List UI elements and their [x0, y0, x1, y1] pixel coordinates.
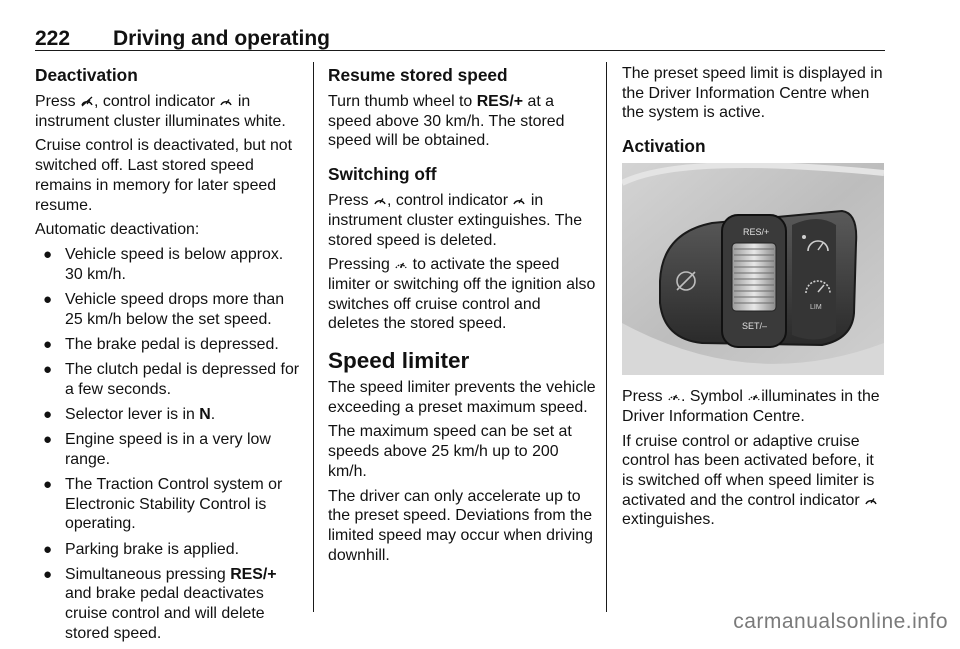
- watermark: carmanualsonline.info: [733, 610, 948, 633]
- paragraph: The preset speed limit is displayed in the Driver Information Centre when the system is active.: [622, 65, 883, 122]
- paragraph: The speed limiter prevents the vehicle exceeding a preset maximum speed.: [328, 379, 596, 416]
- bullet: ●: [43, 245, 53, 263]
- speed-limiter-heading: Speed limiter: [328, 348, 470, 374]
- cruise-control-icon: [864, 494, 878, 506]
- paragraph: The driver can only accelerate up to the preset speed. Deviations from the limited speed may occur when driving downhill.: [328, 487, 593, 564]
- switching-off-heading: Switching off: [328, 164, 437, 185]
- page-header: [35, 22, 885, 51]
- bullet: ●: [43, 565, 53, 583]
- bullet: ●: [43, 360, 53, 378]
- cruise-control-icon: [219, 95, 233, 107]
- cruise-control-icon: [512, 194, 526, 206]
- column-divider: [313, 62, 314, 612]
- steering-wheel-controls-photo: [622, 163, 884, 375]
- cruise-control-icon: [373, 194, 387, 206]
- speed-limiter-icon: [667, 390, 681, 402]
- list-item: ● The brake pedal is depressed.: [43, 335, 279, 353]
- list-item: ● Parking brake is applied.: [43, 540, 240, 558]
- paragraph: Cruise control is deactivated, but not switched off. Last stored speed remains in memory for later speed resume.: [35, 137, 293, 214]
- paragraph: If cruise control or adaptive cruise control has been activated before, it is switched off when speed limiter is activated and the control indicator extinguishes.: [622, 432, 888, 531]
- paragraph: Automatic deactivation:: [35, 221, 200, 239]
- set-label: SET/–: [742, 321, 768, 332]
- list-item: ● Engine speed is in a very low range.: [43, 431, 271, 468]
- column-divider: [606, 62, 607, 612]
- lim-label: LIM: [810, 304, 822, 312]
- list-item: ● Vehicle speed is below approx. 30 km/h.: [43, 245, 284, 283]
- activation-heading: Activation: [622, 136, 706, 157]
- speed-limiter-icon: [394, 258, 408, 270]
- chapter-title: Driving and operating: [113, 27, 331, 50]
- resume-heading: Resume stored speed: [328, 65, 508, 85]
- paragraph: Turn thumb wheel to RES/+ at a speed above 30 km/h. The stored speed will be obtained.: [328, 93, 565, 150]
- bullet: ●: [43, 475, 53, 493]
- list-item: ● Simultaneous pressing RES/+ and brake pedal deactivates cruise control and will delete stored speed.: [43, 565, 277, 642]
- paragraph: Press . Symbol illuminates in the Driver Information Centre.: [622, 388, 880, 425]
- paragraph: Press , control indicator in instrument cluster illuminates white.: [35, 93, 286, 130]
- list-item: ● The clutch pedal is depressed for a few seconds.: [43, 360, 300, 398]
- speed-limiter-icon: [747, 390, 761, 402]
- deactivation-list: [35, 245, 303, 644]
- list-item: ● Vehicle speed drops more than 25 km/h below the set speed.: [43, 290, 285, 328]
- column-2: [328, 64, 596, 570]
- deactivation-heading: Deactivation: [35, 65, 138, 85]
- cruise-cancel-icon: [80, 95, 94, 107]
- bullet: ●: [43, 405, 53, 423]
- column-1: [35, 64, 303, 649]
- bullet: ●: [43, 431, 53, 449]
- paragraph: Press , control indicator in instrument cluster extinguishes. The stored speed is deleted.: [328, 192, 583, 249]
- bullet: ●: [43, 540, 53, 558]
- paragraph: The maximum speed can be set at speeds above 25 km/h up to 200 km/h.: [328, 423, 572, 480]
- res-label: RES/+: [743, 227, 770, 238]
- list-item: ● The Traction Control system or Electronic Stability Control is operating.: [43, 475, 283, 533]
- list-item: ● Selector lever is in N.: [43, 405, 216, 423]
- page-number: 222: [35, 27, 71, 50]
- column-3: [622, 64, 888, 535]
- paragraph: Pressing to activate the speed limiter or switching off the ignition also switches off cruise control and deletes the stored speed.: [328, 256, 596, 333]
- bullet: ●: [43, 335, 53, 353]
- bullet: ●: [43, 290, 53, 308]
